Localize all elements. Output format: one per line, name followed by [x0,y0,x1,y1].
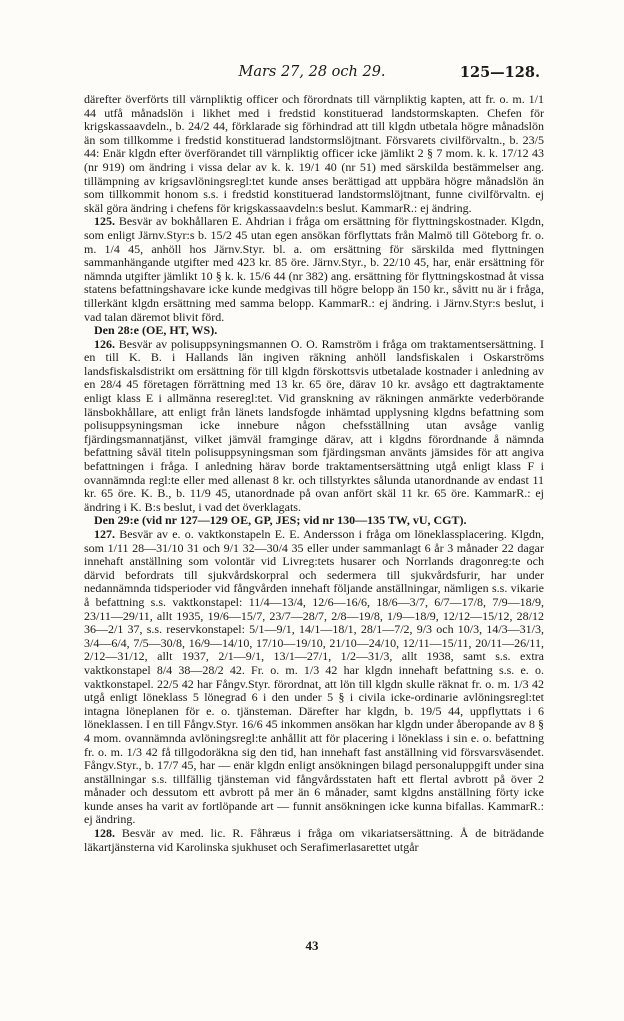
case-number: 128. [94,826,115,841]
date-heading-28 [84,324,544,338]
case-number: 126. [94,336,115,351]
paragraph-continued [84,93,544,215]
paragraph-125 [84,215,544,324]
paragraph-text: Besvär av polisuppsyningsmannen O. O. Ramström i fråga om traktamentsersättning. I en till K. B. i Hallands län ingiven räkning anhöll landsfiskalen i Oskarströms landsfiskalsdistrikt om ersättning för till klgdn förskottsvis utbetalade kostnader i anledning av en 28/4 45 företagen förrättning med 13 kr. 65 öre, därav 10 kr. avsågo ett dagtraktamente enligt klass E i allmänna reseregl:tet. Vid granskning av räkningen anmärkte vederbörande länsbokhållare, att enligt från länets landsfogde inhämtad upplysning klgdns befattning som polisuppsyningsman icke innebure någon chefsställning utan avsåge vanlig fjärdingsmannatjänst, vilket jämväl framginge därav, att i klgdns förordnande å nämnda befattning såväl titeln polisuppsyningsman som fjärdingsman använts jämsides för att angiva befattningen i fråga. I anledning härav borde traktamentsersättning utgå enligt klass F i ovannämnda regl:te eller med allenast 8 kr. och tillstyrktes sålunda utanordnande av endast 11 kr. 65 öre. K. B., b. 11/9 45, utanordnade på ovan anfört skäl 11 kr. 65 öre. KammarR.: ej ändring i K. B:s beslut, i vad det överklagats. [84,336,544,514]
paragraph-126 [84,338,544,515]
paragraph-text: därefter överförts till värnpliktig officer och förordnats till värnpliktig kapten, att fr. o. m. 1/1 44 utfå månadslön i likhet med i fredstid konstituerad landstormskapten. Chefen för krigskassaavdeln., b. 24/2 44, förklarade sig förhindrad att till klgdn utbetala högre månadslön än som tillkomme i fredstid konstituerad landstormslöjtnant. Försvarets civilförvaltn., b. 23/5 44: Enär klgdn efter överförandet till värnpliktig officer icke jämlikt 2 § 7 mom. k. k. 17/12 43 (nr 919) om ändring i vissa delar av k. k. 19/1 40 (nr 51) med särskilda bestämmelser ang. tillämpning av krigsavlöningsregl:tet kunde anses berättigad att uppbära högre månadslön än som tillkommit honom s.s. i fredstid konstituerad landstormslöjtnant, funne civilförvaltn. ej skäl göra ändring i chefens för krigskassaavdeln:s beslut. KammarR.: ej ändring. [84,92,544,215]
paragraph-127 [84,528,544,827]
paragraph-text: Besvär av bokhållaren E. Ahdrian i fråga om ersättning för flyttningskostnader. Klgdn, som enligt Järnv.Styr:s b. 15/2 45 utan egen ansökan förflyttats från Malmö till Göteborg fr. o. m. 1/4 45, anhöll hos Järnv.Styr. bl. a. om ersättning för särskilda med flyttningen sammanhängande utgifter med 423 kr. 85 öre. Järnv.Styr., b. 22/10 45, har, enär ersättning för nämnda utgifter jämlikt 10 § k. k. 15/6 44 (nr 382) ang. ersättning för flyttningskostnad åt vissa statens befattningshavare icke kunde medgivas till högre belopp än 150 kr., såvitt nu är i fråga, tillerkänt klgdn ersättning med samma belopp. KammarR.: ej ändring. i Järnv.Styr:s beslut, i vad talan däremot blivit förd. [84,214,544,324]
date-heading-29 [84,514,544,528]
header-dates: Mars 27, 28 och 29. [238,64,386,80]
paragraph-text: Besvär av e. o. vaktkonstapeln E. E. Andersson i fråga om löneklassplacering. Klgdn, som 1/11 28—31/10 31 och 9/1 32—30/4 35 eller under sammanlagt 6 år 3 månader 22 dagar innehaft anställning som volontär vid Livreg:tets husarer och Norrlands dragonreg:te och därvid befordrats till sjukvårdskorpral och sedermera till sjukvårdsfurir, har under nedannämnda tidsperioder vid fångvården innehaft följande anställningar, nämligen s.s. vikarie å befattning s.s. vaktkonstapel: 11/4—13/4, 12/6—16/6, 18/6—3/7, 6/7—17/8, 7/9—18/9, 23/11—29/11, allt 1935, 19/6—15/7, 23/7—28/7, 2/8—19/8, 1/9—18/9, 12/12—15/12, 28/12 36—2/1 37, s.s. reservkonstapel: 5/1—9/1, 14/1—18/1, 28/1—7/2, 9/3 och 10/3, 14/3—31/3, 3/4—6/4, 7/5—30/8, 16/9—14/10, 17/10—19/10, 21/10—24/10, 12/11—15/11, 20/11—26/11, 2/12—31/12, allt 1937, 2/1—9/1, 13/1—27/1, 1/2—31/3, allt 1938, samt s.s. extra vaktkonstapel 8/4 38—28/2 42. Fr. o. m. 1/3 42 har klgdn innehaft befattning s.s. e. o. vaktkonstapel. 22/5 42 har Fångv.Styr. förordnat, att lön till klgdn skulle räknat fr. o. m. 1/3 42 utgå enligt löneklass 5 lönegrad 6 i den under 5 § i civila icke-ordinarie avlöningsregl:tet intagna löneplanen för e. o. tjänsteman. Därefter har klgdn, b. 19/5 44, uppflyttats i 6 löneklassen. I en till Fångv.Styr. 16/6 45 inkommen ansökan har klgdn under åberopande av 8 § 4 mom. ovannämnda avlöningsregl:te anhållit att för placering i löneklass i sin e. o. befattning fr. o. m. 1/3 42 få tillgodoräkna sig den tid, han innehaft fast anställning vid försvarsväsendet. Fångv.Styr., b. 17/7 45, har — enär klgdn enligt ansökningen bilagd personaluppgift under sina anställningar s.s. tillfällig tjänsteman vid fångvårdsstaten haft ett flertal avbrott på över 2 månader och dessutom ett avbrott på mer än 6 månader, samt klgdns anställning förty icke kunde anses ha varit av fortlöpande art — funnit ansökningen icke kunna bifallas. KammarR.: ej ändring. [84,527,544,827]
case-number: 127. [94,527,115,541]
page-header [0,60,624,84]
page-number: 43 [305,938,319,953]
paragraph-text: Besvär av med. lic. R. Fåhræus i fråga om vikariatsersättning. Å de biträdande läkartjänsterna vid Karolinska sjukhuset och Serafimerlasarettet utgår [84,826,544,854]
paragraph-128 [84,827,544,854]
date-heading-text: Den 29:e (vid nr 127—129 OE, GP, JES; vid nr 130—135 TW, vU, CGT). [94,513,467,528]
document-body [84,93,544,854]
case-number: 125. [94,214,115,229]
date-heading-text: Den 28:e (OE, HT, WS). [94,323,218,338]
header-case-range: 125—128. [459,64,540,81]
